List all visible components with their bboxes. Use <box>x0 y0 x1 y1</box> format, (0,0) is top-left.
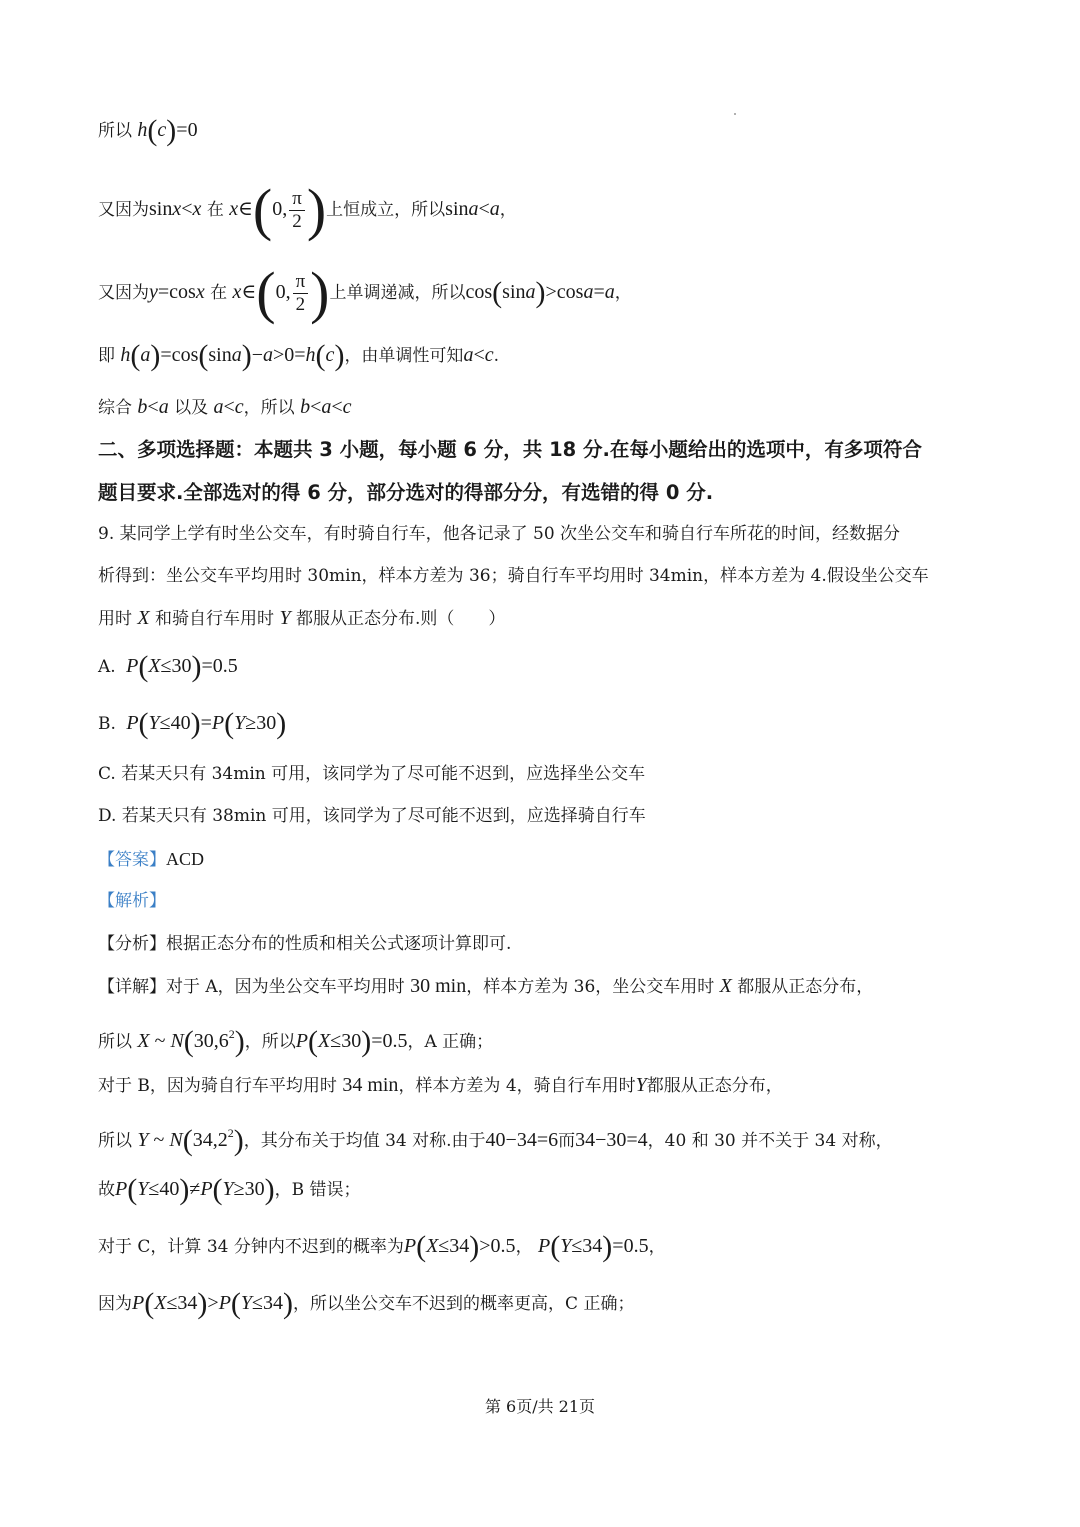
text: 对于 A，因为坐公交车平均用时 <box>166 977 405 997</box>
formula-34-30: 34−30=4 <box>575 1129 648 1151</box>
text: ，A 正确； <box>407 1032 494 1052</box>
formula-a-lt-c: a<c <box>463 344 494 366</box>
detail-a-line2 <box>98 1022 494 1058</box>
formula-px30: P(X≤30)=0.5 <box>295 1025 408 1058</box>
text: 因为 <box>98 1294 132 1314</box>
text: 在 <box>206 200 224 221</box>
formula-y-normal: Y ~ N(34,2$^2$) <box>137 1124 244 1157</box>
text: ，其分布关于均值 34 对称.由于 <box>243 1131 486 1151</box>
formula-hc-zero: h(c)=0 <box>137 114 198 147</box>
line-sinx <box>98 177 517 243</box>
text: 对于 B，因为骑自行车平均用时 <box>98 1076 337 1096</box>
section-heading-line1: 二、多项选择题：本题共 3 小题，每小题 6 分，共 18 分.在每小题给出的选项中，有多项符合 <box>98 438 922 461</box>
detail-b-line2 <box>98 1121 893 1157</box>
text: ， <box>648 1237 666 1257</box>
fenxi-line <box>98 932 511 956</box>
formula-ha: h(a)=cos(sina)−a>0=h(c) <box>120 339 345 372</box>
text: ，由单调性可知 <box>344 346 464 366</box>
text: 都服从正态分布.则（ ） <box>295 609 506 629</box>
var-y: Y <box>279 607 291 629</box>
question-9-line1: 9. 某同学上学有时坐公交车，有时骑自行车，他各记录了 50 次坐公交车和骑自行车所花的时间，经数据分 <box>98 524 901 544</box>
answer-line <box>98 847 204 872</box>
formula-sinx-lt-x: sinx<x <box>149 198 202 221</box>
question-9-line3 <box>98 606 505 631</box>
var-x: X <box>137 607 150 629</box>
formula-b-lt-a: b<a <box>137 396 169 418</box>
formula-y-cosx: y=cosx <box>149 281 205 304</box>
text: ， <box>499 200 517 221</box>
formula-option-b: P(Y≤40)=P(Y≥30) <box>126 707 287 740</box>
text: 用时 <box>98 609 132 629</box>
text: 对于 C，计算 34 分钟内不迟到的概率为 <box>98 1237 404 1257</box>
text: 在 <box>210 283 228 304</box>
formula-a-lt-c: a<c <box>213 396 244 418</box>
formula-34min: 34 min <box>342 1074 399 1096</box>
xiangjie-tag: 【详解】 <box>98 977 166 997</box>
text: 又因为 <box>98 200 149 221</box>
text: 和骑自行车用时 <box>155 609 275 629</box>
formula-40-34: 40−34=6 <box>485 1129 559 1151</box>
text: ，所以 <box>243 398 295 418</box>
text: 上单调递减，所以 <box>329 283 466 304</box>
var-y: Y <box>635 1074 647 1096</box>
text: ，B 错误； <box>274 1180 361 1200</box>
fenxi-tag: 【分析】 <box>98 934 166 954</box>
detail-a-line1 <box>98 974 873 999</box>
option-d: D. 若某天只有 38min 可用，该同学为了尽可能不迟到，应选择骑自行车 <box>98 806 646 826</box>
answer-tag: 【答案】 <box>98 850 166 870</box>
text: 故 <box>98 1180 115 1200</box>
analysis-tag: 【解析】 <box>98 891 166 911</box>
text: 又因为 <box>98 283 149 304</box>
option-b <box>98 707 287 740</box>
text: 所以 <box>98 121 132 141</box>
text: 都服从正态分布， <box>737 977 874 997</box>
formula-sina-lt-a: sina<a <box>445 198 500 221</box>
detail-c-line1 <box>98 1230 666 1263</box>
question-9-line2: 析得到：坐公交车平均用时 30min，样本方差为 36；骑自行车平均用时 34min，样本方差为 4.假设坐公交车 <box>98 566 929 586</box>
formula-interval: x∈(0, $\frac{\pi}{2}$ ) <box>229 177 327 243</box>
text: . <box>493 346 500 366</box>
text: ，40 和 30 并不关于 34 对称， <box>647 1131 893 1151</box>
formula-b-lt-a-lt-c: b<a<c <box>300 396 352 418</box>
formula-30min: 30 min <box>410 975 467 997</box>
text: ，所以 <box>244 1032 296 1052</box>
detail-b-line3 <box>98 1173 361 1206</box>
option-c: C. 若某天只有 34min 可用，该同学为了尽可能不迟到，应选择坐公交车 <box>98 764 646 784</box>
formula-py40-ne-py30: P(Y≤40)≠P(Y≥30) <box>115 1173 275 1206</box>
text: 综合 <box>98 398 132 418</box>
text: 即 <box>98 346 115 366</box>
text: ， <box>515 1237 533 1257</box>
option-label: B. <box>98 714 116 734</box>
text: ， <box>614 283 632 304</box>
text: 都服从正态分布， <box>646 1076 783 1096</box>
text: ，样本方差为 4，骑自行车用时 <box>398 1076 636 1096</box>
formula-cos-sina: cos(sina)>cosa=a <box>465 276 615 310</box>
text: ，样本方差为 36，坐公交车用时 <box>466 977 715 997</box>
text: 而 <box>558 1131 576 1151</box>
line-hc <box>98 114 198 147</box>
text: 根据正态分布的性质和相关公式逐项计算即可. <box>166 934 512 954</box>
var-x: X <box>719 975 732 997</box>
option-label: A. <box>98 657 116 677</box>
section-heading-line2: 题目要求.全部选对的得 6 分，部分选对的得部分分，有选错的得 0 分. <box>98 481 714 504</box>
detail-c-line2 <box>98 1287 635 1320</box>
formula-x-normal: X ~ N(30,6$^2$) <box>137 1025 245 1058</box>
speck <box>734 113 736 115</box>
analysis-line <box>98 889 166 913</box>
detail-b-line1 <box>98 1073 783 1098</box>
formula-interval: x∈(0, $\frac{\pi}{2}$ ) <box>232 260 330 326</box>
line-ha <box>98 339 500 372</box>
formula-px34: P(X≤34)>0.5 <box>403 1230 516 1263</box>
page-footer: 第 6页/共 21页 <box>484 1397 596 1416</box>
line-summary <box>98 395 352 420</box>
line-cosx <box>98 260 632 326</box>
text: 所以 <box>98 1131 132 1151</box>
formula-px34-gt-py34: P(X≤34)>P(Y≤34) <box>132 1287 294 1320</box>
text: 以及 <box>174 398 209 418</box>
option-a <box>98 650 238 683</box>
formula-option-a: P(X≤30)=0.5 <box>126 650 238 683</box>
answer-value: ACD <box>166 849 205 869</box>
formula-py34: P(Y≤34)=0.5 <box>537 1230 649 1263</box>
text: ，所以坐公交车不迟到的概率更高，C 正确； <box>293 1294 635 1314</box>
text: 所以 <box>98 1032 132 1052</box>
text: 上恒成立，所以 <box>326 200 446 221</box>
